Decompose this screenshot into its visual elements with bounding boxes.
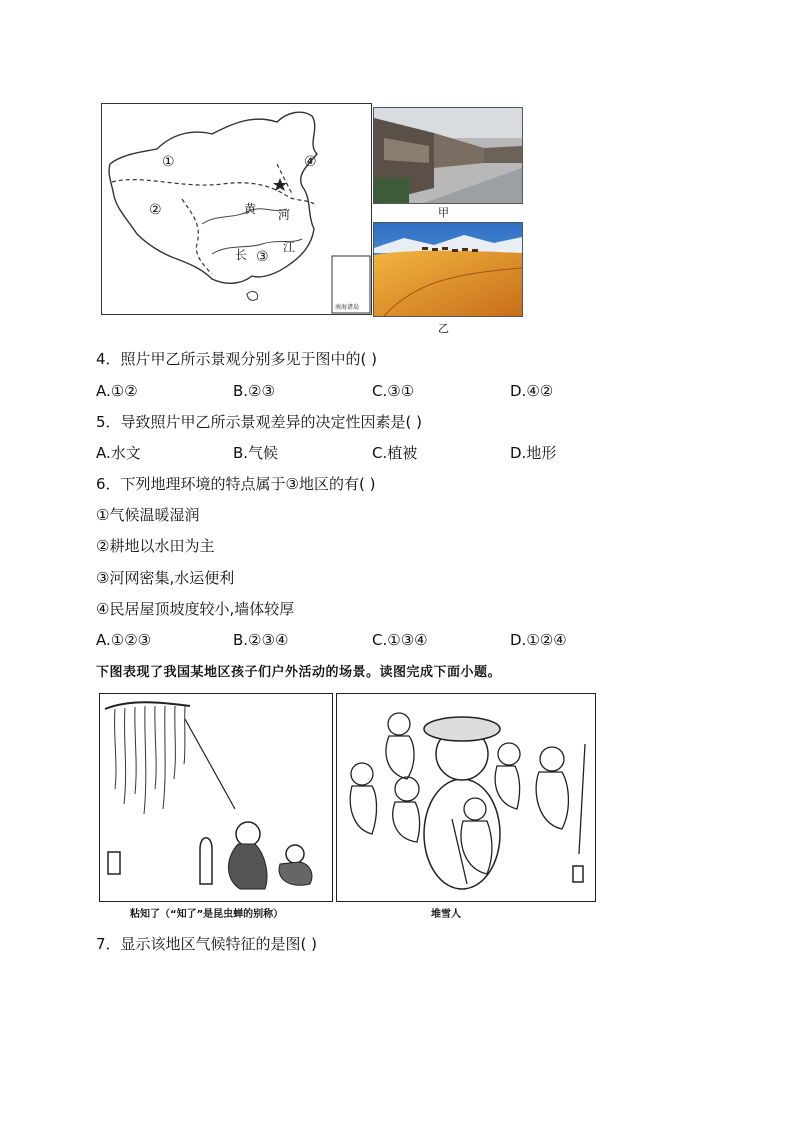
china-map-drawing xyxy=(102,104,371,314)
question-6-option-b[interactable]: B.②③④ xyxy=(233,631,289,649)
map-region-4-label: ④ xyxy=(304,154,317,170)
desert-camel-scene xyxy=(374,223,522,316)
question-7 xyxy=(96,934,317,954)
photo-yi-caption: 乙 xyxy=(438,322,449,335)
cartoon-catching-cicadas xyxy=(99,693,333,902)
question-6 xyxy=(96,474,375,494)
question-6-text: 下列地理环境的特点属于③地区的有( ) xyxy=(120,475,376,493)
china-map xyxy=(101,103,372,315)
photo-yi-desert xyxy=(373,222,523,317)
question-7-text: 显示该地区气候特征的是图( ) xyxy=(120,935,318,953)
cartoon-building-snowman xyxy=(336,693,596,902)
question-4-option-a[interactable]: A.①② xyxy=(96,382,138,400)
map-river-label-chang: 长 xyxy=(235,248,248,262)
question-5-text: 导致照片甲乙所示景观差异的决定性因素是( ) xyxy=(120,413,423,431)
question-7-number: 7． xyxy=(96,935,121,953)
cartoon-left-caption: 粘知了（“知了”是昆虫蝉的别称） xyxy=(130,909,284,920)
question-6-statement-4: ④民居屋顶坡度较小,墙体较厚 xyxy=(96,600,295,618)
question-5-option-d[interactable]: D.地形 xyxy=(510,444,557,462)
question-4-option-b[interactable]: B.②③ xyxy=(233,382,275,400)
question-6-option-d[interactable]: D.①②④ xyxy=(510,631,567,649)
map-river-label-jiang: 江 xyxy=(283,240,296,254)
photo-jia-water-town xyxy=(373,107,523,204)
question-6-statement-1: ①气候温暖湿润 xyxy=(96,506,200,524)
map-river-label-he: 河 xyxy=(278,208,291,222)
map-river-label-huang: 黄 xyxy=(244,202,257,216)
question-6-option-c[interactable]: C.①③④ xyxy=(372,631,428,649)
question-4-option-c[interactable]: C.③① xyxy=(372,382,415,400)
water-town-scene xyxy=(374,108,522,203)
question-5-option-c[interactable]: C.植被 xyxy=(372,444,418,462)
question-5-option-a[interactable]: A.水文 xyxy=(96,444,141,462)
map-region-2-label: ② xyxy=(149,202,162,218)
cicada-catching-drawing xyxy=(100,694,332,901)
question-6-option-a[interactable]: A.①②③ xyxy=(96,631,152,649)
question-6-statement-2: ②耕地以水田为主 xyxy=(96,537,215,555)
cartoon-right-caption: 堆雪人 xyxy=(431,909,461,920)
question-4-text: 照片甲乙所示景观分别多见于图中的( ) xyxy=(120,350,378,368)
question-5 xyxy=(96,412,422,432)
question-4 xyxy=(96,349,377,369)
question-6-statement-3: ③河网密集,水运便利 xyxy=(96,569,235,587)
question-4-number: 4． xyxy=(96,350,121,368)
question-4-option-d[interactable]: D.④② xyxy=(510,382,554,400)
south-china-sea-inset-label: 南海诸岛 xyxy=(335,304,360,311)
map-region-1-label: ① xyxy=(162,154,175,170)
question-5-number: 5． xyxy=(96,413,121,431)
photo-jia-caption: 甲 xyxy=(438,206,449,219)
snowman-drawing xyxy=(337,694,595,901)
map-region-3-label: ③ xyxy=(256,249,269,265)
question-6-number: 6． xyxy=(96,475,121,493)
question-5-option-b[interactable]: B.气候 xyxy=(233,444,279,462)
figure-2-intro: 下图表现了我国某地区孩子们户外活动的场景。读图完成下面小题。 xyxy=(96,665,502,680)
